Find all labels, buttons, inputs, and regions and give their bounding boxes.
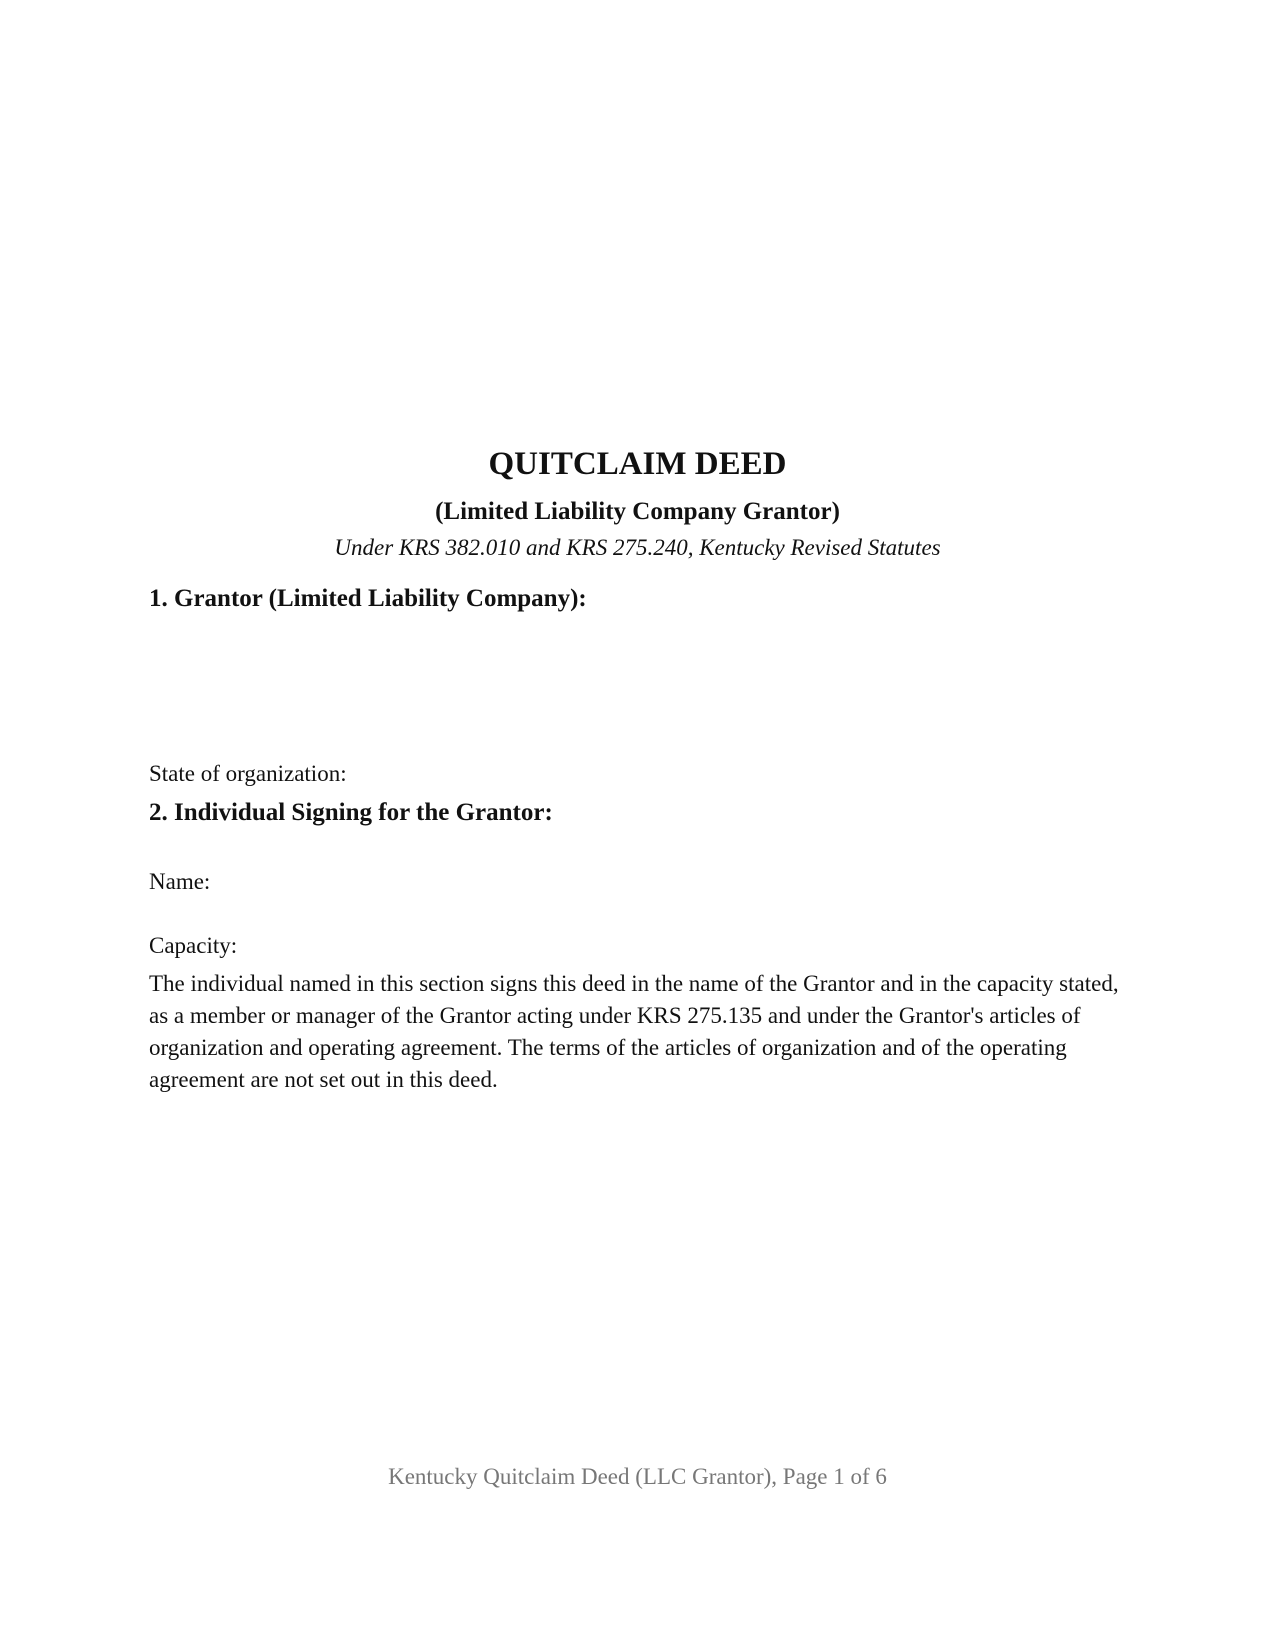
section-1-heading: 1. Grantor (Limited Liability Company):: [149, 585, 587, 612]
state-of-organization-label: State of organization:: [149, 761, 347, 786]
page-footer: Kentucky Quitclaim Deed (LLC Grantor), Page 1 of 6: [388, 1464, 887, 1489]
name-label: Name:: [149, 869, 211, 894]
document-subtitle: (Limited Liability Company Grantor): [435, 498, 840, 525]
section-2-heading: 2. Individual Signing for the Grantor:: [149, 799, 553, 826]
capacity-label: Capacity:: [149, 933, 238, 958]
signing-authority-paragraph: The individual named in this section signs this deed in the name of the Grantor and in the capacity stated, as a member or manager of the Grantor acting under KRS 275.135 and under the Grantor's articles of organization and operating agreement. The terms of the articles of organization and of the operating agreement are not set out in this deed.: [149, 971, 1119, 1092]
statute-reference: Under KRS 382.010 and KRS 275.240, Kentucky Revised Statutes: [334, 535, 941, 560]
document-title: QUITCLAIM DEED: [488, 446, 787, 482]
